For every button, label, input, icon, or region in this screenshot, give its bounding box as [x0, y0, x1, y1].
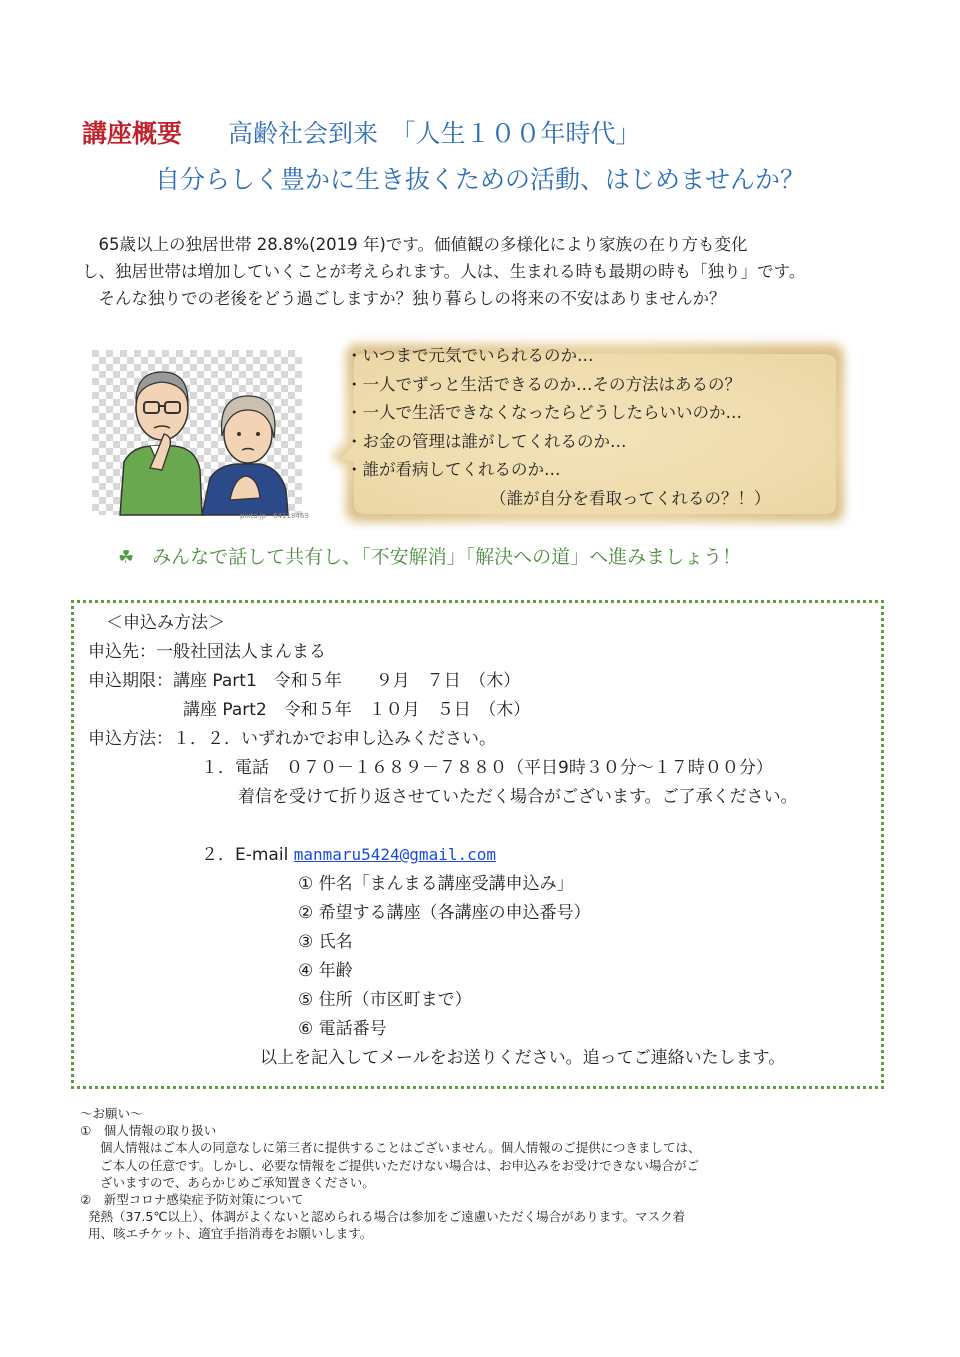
worry-item: ・一人で生活できなくなったらどうしたらいいのか…: [346, 403, 742, 423]
intro-paragraph: [82, 231, 882, 312]
notes-item1-line: 個人情報はご本人の同意なしに第三者に提供することはございません。個人情報のご提供につきましては、: [100, 1140, 701, 1156]
heading-row: [82, 116, 641, 152]
apply-part1: 講座 Part1 令和５年 ９月 ７日 （木）: [173, 671, 521, 691]
apply-email-label: ２．E-mail: [201, 845, 294, 865]
notes-item2-line: 用、咳エチケット、適宜手指消毒をお願いします。: [88, 1226, 373, 1242]
apply-deadline-label: 申込期限：: [88, 671, 173, 691]
notes-item1-title: ① 個人情報の取り扱い: [80, 1123, 217, 1139]
heading-title: 高齢社会到来 「人生１００年時代」: [228, 119, 641, 148]
heading-label: 講座概要: [82, 119, 183, 148]
worry-list: [346, 342, 771, 514]
notes-item1-line: ざいますので、あらかじめご承知置きください。: [100, 1174, 375, 1190]
apply-email-row: [201, 841, 496, 869]
elderly-couple-illustration: [92, 350, 302, 520]
email-item: ④ 年齢: [298, 961, 353, 981]
email-item: ⑥ 電話番号: [298, 1019, 387, 1039]
notes-header: ～お願い～: [80, 1106, 143, 1121]
worry-sub-item: （誰が自分を看取ってくれるの？！）: [490, 488, 771, 508]
intro-line: 65歳以上の独居世帯 28.8%(2019 年)です。価値観の多様化により家族の在り方も変化: [82, 235, 748, 254]
apply-title: ＜申込み方法＞: [106, 613, 225, 633]
notes-item2-title: ② 新型コロナ感染症予防対策について: [80, 1191, 304, 1207]
email-item: ⑤ 住所（市区町まで）: [298, 990, 472, 1010]
email-item: ① 件名「まんまる講座受講申込み」: [298, 874, 574, 894]
slogan: [118, 541, 741, 574]
worry-item: ・いつまで元気でいられるのか…: [346, 346, 594, 365]
apply-deadline-row: [88, 667, 520, 695]
intro-line: そんな独りでの老後をどう過ごしますか？独り暮らしの将来の不安はありませんか？: [82, 289, 726, 308]
shamrock-icon: ☘: [118, 547, 135, 568]
apply-closing: 以上を記入してメールをお送りください。追ってご連絡いたします。: [260, 1048, 786, 1068]
email-link[interactable]: manmaru5424@gmail.com: [293, 845, 496, 864]
application-box: [71, 600, 884, 1089]
apply-destination: 申込先：一般社団法人まんまる: [88, 642, 326, 662]
worry-item: ・誰が看病してくれるのか…: [346, 460, 561, 480]
slogan-text: みんなで話して共有し、「不安解消」「解決への道」へ進みましょう！: [152, 546, 742, 568]
apply-phone-note: 着信を受けて折り返させていただく場合がございます。ご了承ください。: [238, 787, 798, 807]
email-item: ③ 氏名: [298, 932, 353, 952]
apply-phone: １．電話 ０７０－１６８９－７８８０（平日9時３０分～１７時００分）: [201, 758, 773, 778]
email-item: ② 希望する講座（各講座の申込番号）: [298, 903, 591, 923]
notes-item1-line: ご本人の任意です。しかし、必要な情報をご提供いただけない場合は、お申込みをお受けできない場合がご: [100, 1157, 700, 1173]
intro-line: し、独居世帯は増加していくことが考えられます。人は、生まれる時も最期の時も「独り」です。: [82, 262, 806, 281]
worry-item: ・お金の管理は誰がしてくれるのか…: [346, 431, 627, 451]
notes-section: [80, 1105, 880, 1243]
heading-subtitle: 自分らしく豊かに生き抜くための活動、はじめませんか？: [154, 165, 805, 194]
apply-part2: 講座 Part2 令和５年 １０月 ５日 （木）: [183, 700, 531, 720]
apply-method: 申込方法：１．２．いずれかでお申し込みください。: [88, 729, 496, 749]
illustration-credit: pixta.jp - 64118469: [240, 512, 309, 520]
notes-item2-line: 発熱（37.5℃以上）、体調がよくないと認められる場合は参加をご遠慮いただく場合があります。マスク着: [88, 1209, 686, 1225]
worry-item: ・一人でずっと生活できるのか…その方法はあるの？: [346, 374, 742, 394]
